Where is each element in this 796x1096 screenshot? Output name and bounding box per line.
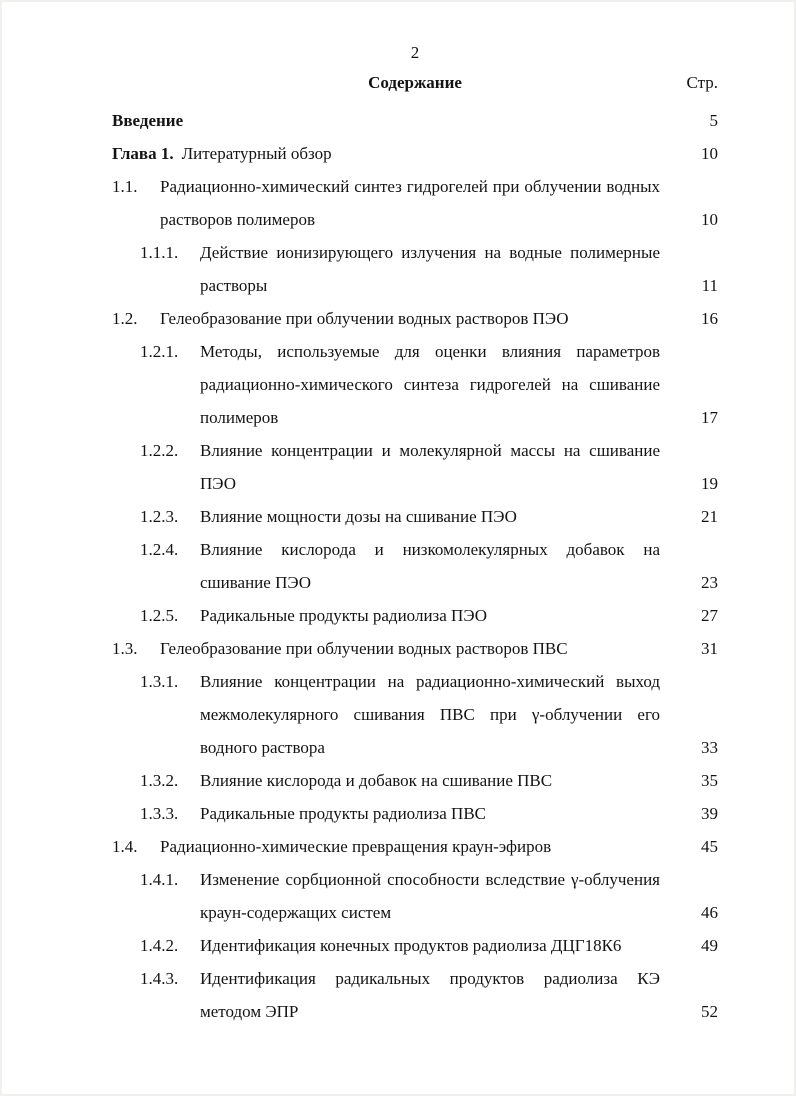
toc-header <box>112 70 718 96</box>
toc-entry-page: 11 <box>701 276 718 295</box>
toc-entry <box>112 830 718 863</box>
toc-entry-title: Гелеобразование при облучении водных растворов ПЭО <box>160 309 569 328</box>
toc-entry-number: 1.4. <box>112 837 138 856</box>
toc-entry-number: 1.2.5. <box>140 606 179 625</box>
toc-entry-title: Идентификация конечных продуктов радиолиза ДЦГ18К6 <box>200 936 622 955</box>
toc-entry-page: 19 <box>701 474 718 493</box>
toc-entry <box>112 302 718 335</box>
toc-entry-title: Идентификация радикальных продуктов радиолиза КЭ методом ЭПР <box>200 969 660 1021</box>
toc-entry <box>112 863 718 929</box>
toc-entry-page: 10 <box>701 210 718 229</box>
toc-entry-page: 27 <box>701 606 718 625</box>
toc-entry-number: 1.3. <box>112 639 138 658</box>
toc-entry <box>112 929 718 962</box>
page-column-header: Стр. <box>686 73 718 92</box>
toc-entry-number: 1.1. <box>112 177 138 196</box>
toc-entry-title: Влияние концентрации и молекулярной массы на сшивание ПЭО <box>200 441 660 493</box>
toc-entry-title: Действие ионизирующего излучения на водные полимерные растворы <box>200 243 660 295</box>
page-number: 2 <box>410 43 420 62</box>
toc-entry-title: Влияние мощности дозы на сшивание ПЭО <box>200 507 517 526</box>
toc-entry <box>112 797 718 830</box>
toc-entry-number: 1.3.3. <box>140 804 179 823</box>
toc-entry-number: 1.2.2. <box>140 441 179 460</box>
toc-entry-page: 16 <box>701 309 718 328</box>
toc-entry <box>112 764 718 797</box>
toc-entry-page: 21 <box>701 507 718 526</box>
toc-entry-title: Радикальные продукты радиолиза ПВС <box>200 804 487 823</box>
toc-entry-title: Изменение сорбционной способности вследствие γ-облучения краун-содержащих систем <box>200 870 660 922</box>
toc-entry-page: 46 <box>701 903 718 922</box>
toc-entry-number: 1.4.2. <box>140 936 179 955</box>
toc-entry-page: 39 <box>701 804 718 823</box>
toc-entry-title: Литературный обзор <box>181 144 332 163</box>
toc-entry-number: 1.2. <box>112 309 138 328</box>
toc-entry-title: Гелеобразование при облучении водных растворов ПВС <box>160 639 568 658</box>
toc-entry <box>112 500 718 533</box>
toc-entry-title: Радиационно-химический синтез гидрогелей при облучении водных растворов полимеров <box>160 177 660 229</box>
toc-entry-number: 1.2.3. <box>140 507 179 526</box>
toc-entry-page: 49 <box>701 936 718 955</box>
toc-entry-page: 31 <box>701 639 718 658</box>
toc-entry-number: 1.3.1. <box>140 672 179 691</box>
toc-entry-number: 1.1.1. <box>140 243 179 262</box>
toc-entry <box>112 170 718 236</box>
toc-entry-number: 1.3.2. <box>140 771 179 790</box>
toc-entry <box>112 962 718 1028</box>
toc-entry-page: 33 <box>701 738 718 757</box>
toc-entry-page: 5 <box>709 111 718 130</box>
toc-entry-page: 23 <box>701 573 718 592</box>
toc-entry <box>112 434 718 500</box>
toc-entry-title: Введение <box>112 111 184 130</box>
toc-entry-title: Влияние кислорода и низкомолекулярных добавок на сшивание ПЭО <box>200 540 660 592</box>
toc-entry-page: 17 <box>701 408 718 427</box>
toc-entry <box>112 335 718 434</box>
toc-entry-page: 45 <box>701 837 718 856</box>
toc-title: Содержание <box>368 73 462 92</box>
toc-entry-number: Глава 1. <box>112 144 174 163</box>
toc-entry <box>112 599 718 632</box>
toc-entry <box>112 665 718 764</box>
toc-entry <box>112 137 718 170</box>
toc-entry-number: 1.4.1. <box>140 870 179 889</box>
toc-entry-page: 10 <box>701 144 718 163</box>
toc-entry-title: Радиационно-химические превращения краун-эфиров <box>160 837 552 856</box>
toc-entry <box>112 632 718 665</box>
toc-entry-number: 1.2.1. <box>140 342 179 361</box>
toc-entry <box>112 236 718 302</box>
toc-entry <box>112 533 718 599</box>
toc-entry-title: Методы, используемые для оценки влияния параметров радиационно-химического синтеза гидрогелей на сшивание полимеров <box>200 342 660 427</box>
toc-list <box>112 104 718 1028</box>
toc-entry-page: 35 <box>701 771 718 790</box>
toc-entry-title: Влияние кислорода и добавок на сшивание ПВС <box>200 771 553 790</box>
toc-entry <box>112 104 718 137</box>
toc-entry-number: 1.2.4. <box>140 540 179 559</box>
toc-entry-number: 1.4.3. <box>140 969 179 988</box>
toc-entry-title: Радикальные продукты радиолиза ПЭО <box>200 606 488 625</box>
toc-entry-title: Влияние концентрации на радиационно-химический выход межмолекулярного сшивания ПВС при γ-облучении его водного раствора <box>200 672 660 757</box>
toc-entry-page: 52 <box>701 1002 718 1021</box>
